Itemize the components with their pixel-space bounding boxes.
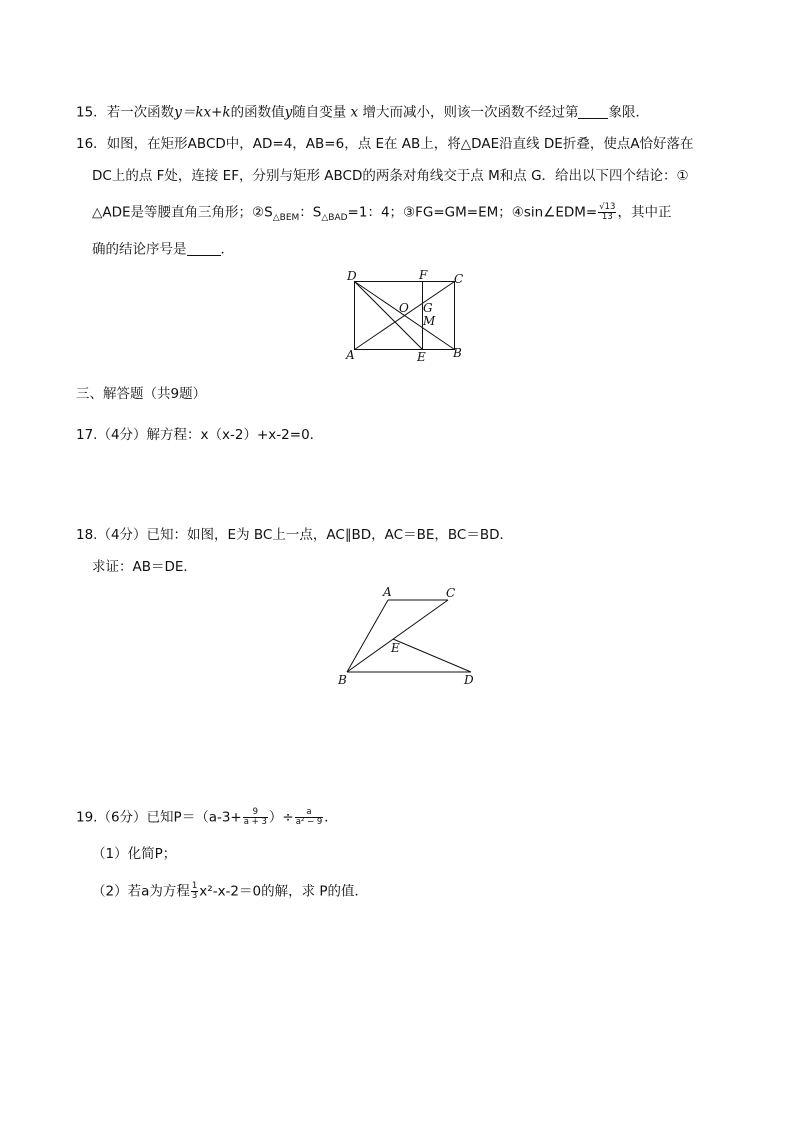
q16-subscript-bem: △BEM — [272, 213, 300, 224]
fold-line-de — [355, 282, 423, 350]
q16-sine-fraction — [598, 203, 616, 222]
question-19-part-2 — [92, 882, 368, 901]
label-e: E — [417, 350, 426, 364]
q19-fraction-3 — [191, 882, 198, 901]
q16-subscript-bad: △BAD — [321, 213, 348, 224]
q19-text-1a: 19.（6分）已知P＝（a-3+ — [76, 809, 242, 826]
q19-fraction-2 — [295, 808, 324, 827]
question-16-line-2 — [92, 168, 689, 184]
label-b: B — [338, 673, 347, 687]
label-g: G — [423, 301, 433, 315]
section-3-heading: 三、解答题（共9题） — [76, 386, 207, 402]
segment-ed — [393, 639, 471, 672]
question-16-line-1 — [76, 136, 694, 152]
segment-ab — [347, 600, 388, 672]
q16-text-line-4: 确的结论序号是 — [92, 241, 187, 258]
label-f: F — [419, 268, 428, 282]
q16-text-line-1: 如图，在矩形ABCD中，AD=4，AB=6，点 E在 AB上，将△DAE沿直线 DE折叠，使点A恰好落在 — [106, 136, 694, 152]
q16-text-line-4-end: ． — [220, 241, 234, 258]
q19-text-2a: （2）若a为方程 — [92, 883, 190, 900]
label-a: A — [346, 348, 355, 362]
q19-text-1b: ）÷ — [268, 809, 294, 826]
question-17: 17.（4分）解方程：x（x-2）+x-2=0． — [76, 427, 324, 443]
label-o: O — [399, 301, 409, 315]
q19-frac3-numerator: 1 — [191, 881, 198, 891]
q19-frac3-denominator: 3 — [191, 890, 198, 901]
q19-frac1-denominator: a + 3 — [243, 816, 267, 827]
q15-text-5: 象限． — [608, 104, 649, 121]
q15-text-2: 的函数值 — [230, 104, 285, 121]
q15-answer-blank[interactable] — [578, 104, 608, 119]
q16-text-line-2: DC上的点 F处，连接 EF，分别与矩形 ABCD的两条对角线交于点 M和点 G．给出以下四个结论：① — [92, 168, 689, 184]
q16-number: 16． — [76, 136, 107, 152]
q15-text-4: 增大而减小，则该一次函数不经过第 — [362, 104, 579, 121]
q15-number: 15． — [76, 104, 107, 121]
q16-frac-numerator: √13 — [599, 202, 616, 212]
label-b: B — [453, 346, 462, 360]
q19-fraction-1 — [243, 808, 268, 827]
q16-text-3c: ：S — [299, 204, 322, 221]
question-15 — [76, 104, 649, 121]
label-c: C — [446, 586, 456, 600]
q19-text-2b: x²-x-2＝0的解，求 P的值． — [199, 883, 369, 900]
segment-bc — [347, 600, 448, 672]
q15-function-expr: y＝kx+k — [174, 104, 231, 121]
question-19-part-1: （1）化简P； — [92, 846, 177, 862]
label-d: D — [347, 269, 357, 283]
q19-text-1c: ． — [324, 809, 338, 826]
label-m: M — [423, 314, 436, 328]
q15-text-3: 随自变量 — [292, 104, 347, 121]
q15-text-1: 若一次函数 — [106, 104, 175, 121]
q18-triangle-figure — [330, 582, 490, 690]
q19-frac2-denominator: a² − 9 — [295, 816, 323, 827]
q16-text-3a: △ADE是等腰直角三角形；②S — [92, 204, 273, 221]
q15-var-y: y — [284, 104, 293, 121]
question-19-line-1 — [76, 808, 338, 827]
label-a: A — [383, 585, 392, 599]
question-18-line-2: 求证：AB＝DE． — [92, 559, 197, 575]
q19-frac2-numerator: a — [295, 808, 324, 818]
question-16-line-4 — [92, 241, 234, 258]
label-d: D — [464, 673, 474, 687]
q19-frac1-numerator: 9 — [243, 808, 268, 818]
q16-frac-denominator: 13 — [601, 211, 613, 222]
q16-answer-blank[interactable] — [187, 241, 221, 256]
question-18-line-1: 18.（4分）已知：如图，E为 BC上一点，AC∥BD，AC＝BE，BC＝BD． — [76, 527, 513, 543]
q15-var-x: x — [350, 104, 359, 121]
label-c: C — [454, 272, 464, 286]
q16-text-3e: =1：4；③FG=GM=EM；④sin∠EDM= — [347, 204, 598, 221]
q16-rectangle-figure — [330, 262, 480, 368]
label-e: E — [391, 641, 400, 655]
question-16-line-3 — [92, 203, 671, 224]
q16-text-3f: ，其中正 — [617, 204, 672, 221]
